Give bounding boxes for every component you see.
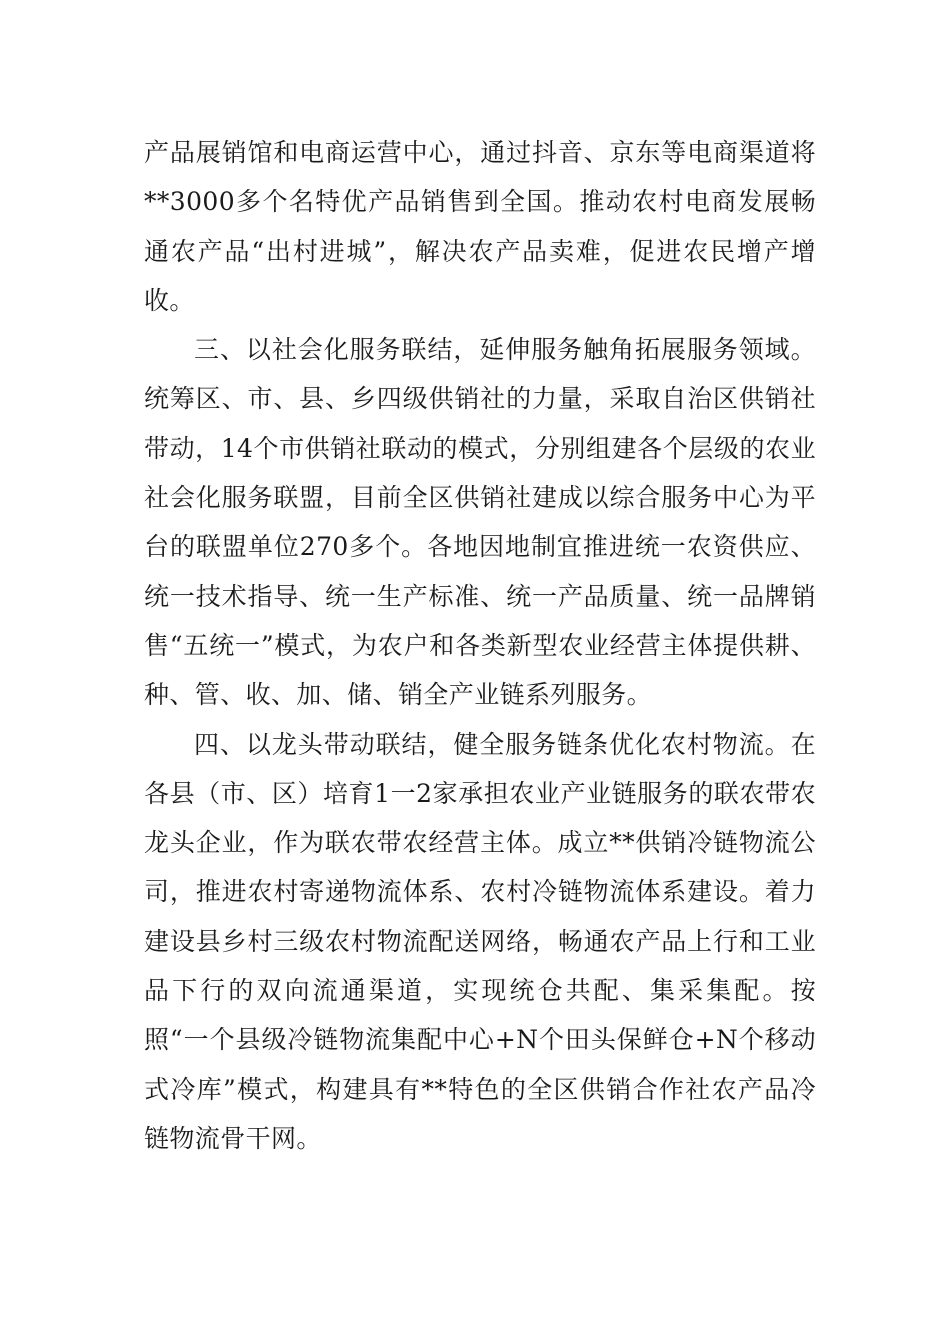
paragraph-logistics: 四、以龙头带动联结，健全服务链条优化农村物流。在各县（市、区）培育1一2家承担农业产业链服务的联农带农龙头企业，作为联农带农经营主体。成立**供销冷链物流公司，推进农村寄递物流体系、农村冷链物流体系建设。着力建设县乡村三级农村物流配送网络，畅通农产品上行和工业品下行的双向流通渠道，实现统仓共配、集采集配。按照“一个县级冷链物流集配中心+N个田头保鲜仓+N个移动式冷库”模式，构建具有**特色的全区供销合作社农产品冷链物流骨干网。 <box>144 729 816 1153</box>
paragraph-ecommerce: 产品展销馆和电商运营中心，通过抖音、京东等电商渠道将**3000多个名特优产品销售到全国。推动农村电商发展畅通农产品“出村进城”，解决农产品卖难，促进农民增产增收。 <box>144 138 816 315</box>
document-body <box>144 128 816 1163</box>
paragraph-social-service: 三、以社会化服务联结，延伸服务触角拓展服务领域。统筹区、市、县、乡四级供销社的力量，采取自治区供销社带动，14个市供销社联动的模式，分别组建各个层级的农业社会化服务联盟，目前全区供销社建成以综合服务中心为平台的联盟单位270多个。各地因地制宜推进统一农资供应、统一技术指导、统一生产标准、统一产品质量、统一品牌销售“五统一”模式，为农户和各类新型农业经营主体提供耕、种、管、收、加、储、销全产业链系列服务。 <box>144 335 816 710</box>
